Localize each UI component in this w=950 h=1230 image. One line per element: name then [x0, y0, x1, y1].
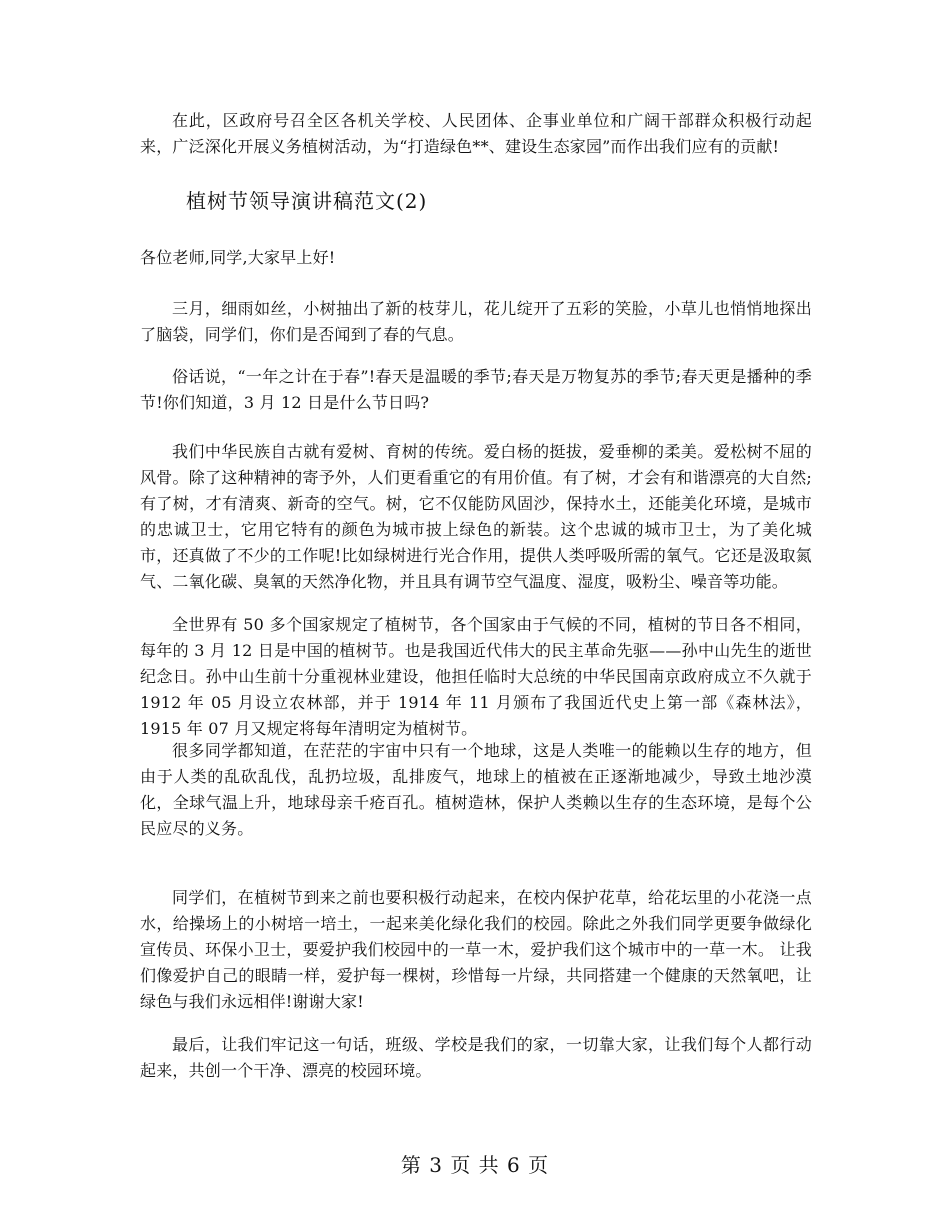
paragraph-tree-tradition: 我们中华民族自古就有爱树、育树的传统。爱白杨的挺拔，爱垂柳的柔美。爱松树不屈的风骨。除了这种精神的寄予外，人们更看重它的有用价值。有了树，才会有和谐漂亮的大自然;有了树，才有清爽、新奇的空气。树，它不仅能防风固沙，保持水土，还能美化环境，是城市的忠诚卫士，它用它特有的颜色为城市披上绿色的新装。这个忠诚的城市卫士，为了美化城市，还真做了不少的工作呢!比如绿树进行光合作用，提供人类呼吸所需的氧气。它还是汲取氮气、二氧化碳、臭氧的天然净化物，并且具有调节空气温度、湿度，吸粉尘、噪音等功能。 — [140, 442, 812, 591]
paragraph-closing: 最后，让我们牢记这一句话，班级、学校是我们的家，一切靠大家，让我们每个人都行动起来，共创一个干净、漂亮的校园环境。 — [140, 1035, 812, 1080]
paragraph-spring-arrival: 三月，细雨如丝，小树抽出了新的枝芽儿，花儿绽开了五彩的笑脸，小草儿也悄悄地探出了脑袋，同学们，你们是否闻到了春的气息。 — [140, 299, 812, 344]
paragraph-earth-protection: 很多同学都知道，在茫茫的宇宙中只有一个地球，这是人类唯一的能赖以生存的地方，但由于人类的乱砍乱伐，乱扔垃圾，乱排废气，地球上的植被在正逐渐地减少，导致土地沙漠化，全球气温上升，地球母亲千疮百孔。植树造林，保护人类赖以生存的生态环境，是每个公民应尽的义务。 — [140, 741, 812, 838]
intro-paragraph: 在此，区政府号召全区各机关学校、人民团体、企事业单位和广阔干部群众积极行动起来，广泛深化开展义务植树活动，为“打造绿色**、建设生态家园”而作出我们应有的贡献! — [140, 111, 812, 156]
page-number-footer: 第 3 页 共 6 页 — [400, 1153, 550, 1177]
paragraph-arbor-day-history: 全世界有 50 多个国家规定了植树节，各个国家由于气候的不同，植树的节日各不相同，每年的 3 月 12 日是中国的植树节。也是我国近代伟大的民主革命先驱——孙中山先生的逝世纪念日。孙中山生前十分重视林业建设，他担任临时大总统的中华民国南京政府成立不久就于 1912 年 05 月设立农林部，并于 1914 年 11 月颁布了我国近代史上第一部《森林法》，1915 年 07 月又规定将每年清明定为植树节。 — [140, 615, 812, 738]
greeting-line: 各位老师,同学,大家早上好! — [140, 248, 336, 267]
section-title: 植树节领导演讲稿范文(2) — [186, 189, 428, 213]
paragraph-call-to-action: 同学们，在植树节到来之前也要积极行动起来，在校内保护花草，给花坛里的小花浇一点水，给操场上的小树培一培土，一起来美化绿化我们的校园。除此之外我们同学更要争做绿化宣传员、环保小卫士，要爱护我们校园中的一草一木，爱护我们这个城市中的一草一木。 让我们像爱护自己的眼睛一样，爱护每一棵树，珍惜每一片绿，共同搭建一个健康的天然氧吧，让绿色与我们永远相伴!谢谢大家! — [140, 888, 812, 1011]
paragraph-proverb: 俗话说，“一年之计在于春”!春天是温暖的季节;春天是万物复苏的季节;春天更是播种的季节!你们知道，3 月 12 日是什么节日吗? — [140, 367, 812, 412]
